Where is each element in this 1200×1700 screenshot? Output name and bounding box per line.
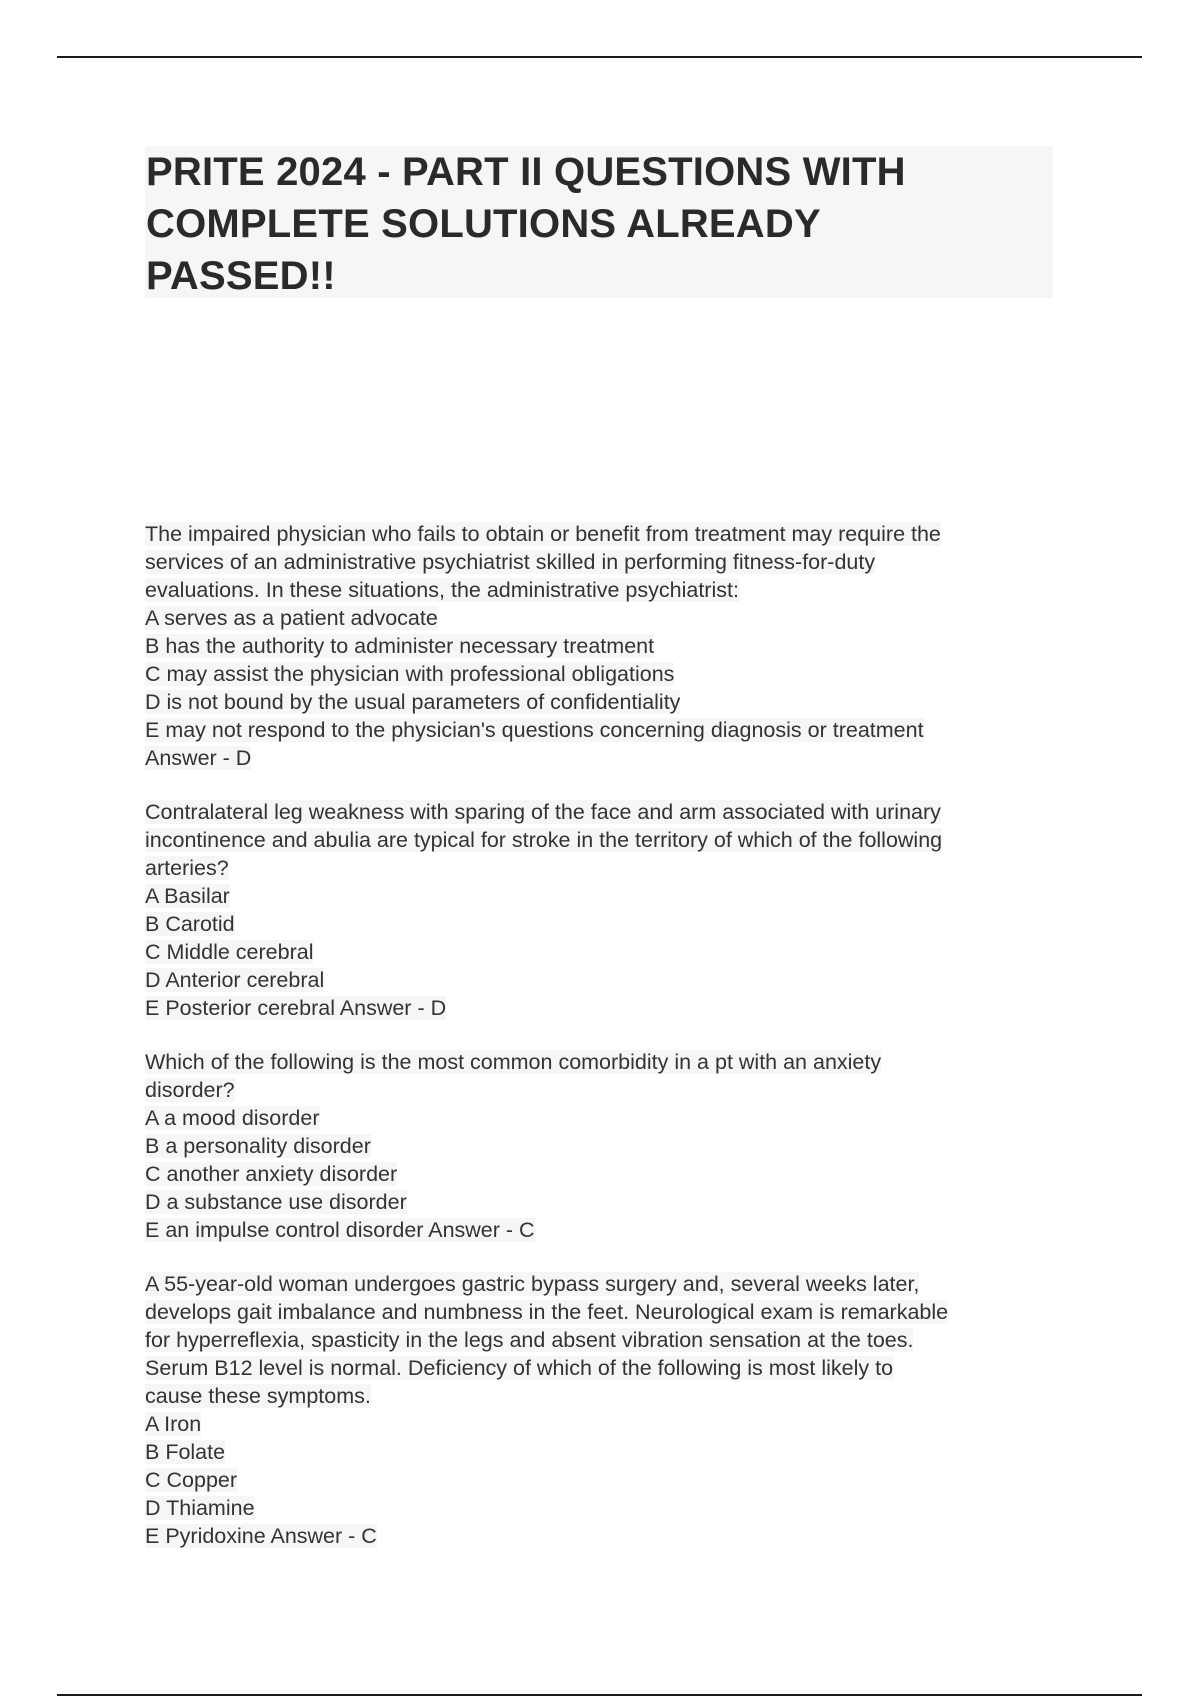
title-line: PRITE 2024 - PART II QUESTIONS WITH	[146, 150, 906, 194]
top-rule	[57, 56, 1142, 58]
question-line: develops gait imbalance and numbness in the feet. Neurological exam is remarkable	[145, 1300, 949, 1324]
answer-option: B Folate	[145, 1440, 226, 1464]
answer-option: C another anxiety disorder	[145, 1162, 398, 1186]
answer-option: D is not bound by the usual parameters of confidentiality	[145, 690, 681, 714]
questions-body	[145, 520, 1065, 1576]
answer-option: D a substance use disorder	[145, 1190, 407, 1214]
answer-option: C Copper	[145, 1468, 238, 1492]
answer-option: E an impulse control disorder Answer - C	[145, 1218, 535, 1242]
question-line: incontinence and abulia are typical for stroke in the territory of which of the following	[145, 828, 943, 852]
question-line: A 55-year-old woman undergoes gastric bypass surgery and, several weeks later,	[145, 1272, 920, 1296]
title-line: COMPLETE SOLUTIONS ALREADY	[146, 202, 821, 246]
question-line: cause these symptoms.	[145, 1384, 371, 1408]
answer-option: B a personality disorder	[145, 1134, 371, 1158]
title-line: PASSED!!	[146, 254, 336, 298]
answer-option: C may assist the physician with professional obligations	[145, 662, 675, 686]
answer-option: A Basilar	[145, 884, 230, 908]
question-block	[145, 1270, 1065, 1550]
question-line: evaluations. In these situations, the administrative psychiatrist:	[145, 578, 739, 602]
answer-option: E Pyridoxine Answer - C	[145, 1524, 377, 1548]
answer-option: E Posterior cerebral Answer - D	[145, 996, 447, 1020]
question-line: Which of the following is the most common comorbidity in a pt with an anxiety	[145, 1050, 882, 1074]
question-block	[145, 1048, 1065, 1244]
answer-option: D Thiamine	[145, 1496, 255, 1520]
question-line: The impaired physician who fails to obtain or benefit from treatment may require the	[145, 522, 941, 546]
question-block	[145, 798, 1065, 1022]
answer-option: C Middle cerebral	[145, 940, 314, 964]
document-title	[145, 146, 1053, 298]
question-line: services of an administrative psychiatrist skilled in performing fitness-for-duty	[145, 550, 876, 574]
question-line: disorder?	[145, 1078, 235, 1102]
question-block	[145, 520, 1065, 772]
answer-option: A Iron	[145, 1412, 202, 1436]
answer-option: B Carotid	[145, 912, 235, 936]
question-line: Serum B12 level is normal. Deficiency of which of the following is most likely to	[145, 1356, 894, 1380]
answer-key: Answer - D	[145, 746, 252, 770]
answer-option: B has the authority to administer necessary treatment	[145, 634, 655, 658]
answer-option: E may not respond to the physician's questions concerning diagnosis or treatment	[145, 718, 924, 742]
answer-option: A a mood disorder	[145, 1106, 320, 1130]
answer-option: A serves as a patient advocate	[145, 606, 438, 630]
answer-option: D Anterior cerebral	[145, 968, 325, 992]
question-line: arteries?	[145, 856, 229, 880]
bottom-rule	[57, 1694, 1142, 1696]
question-line: for hyperreflexia, spasticity in the legs and absent vibration sensation at the toes.	[145, 1328, 914, 1352]
question-line: Contralateral leg weakness with sparing of the face and arm associated with urinary	[145, 800, 941, 824]
